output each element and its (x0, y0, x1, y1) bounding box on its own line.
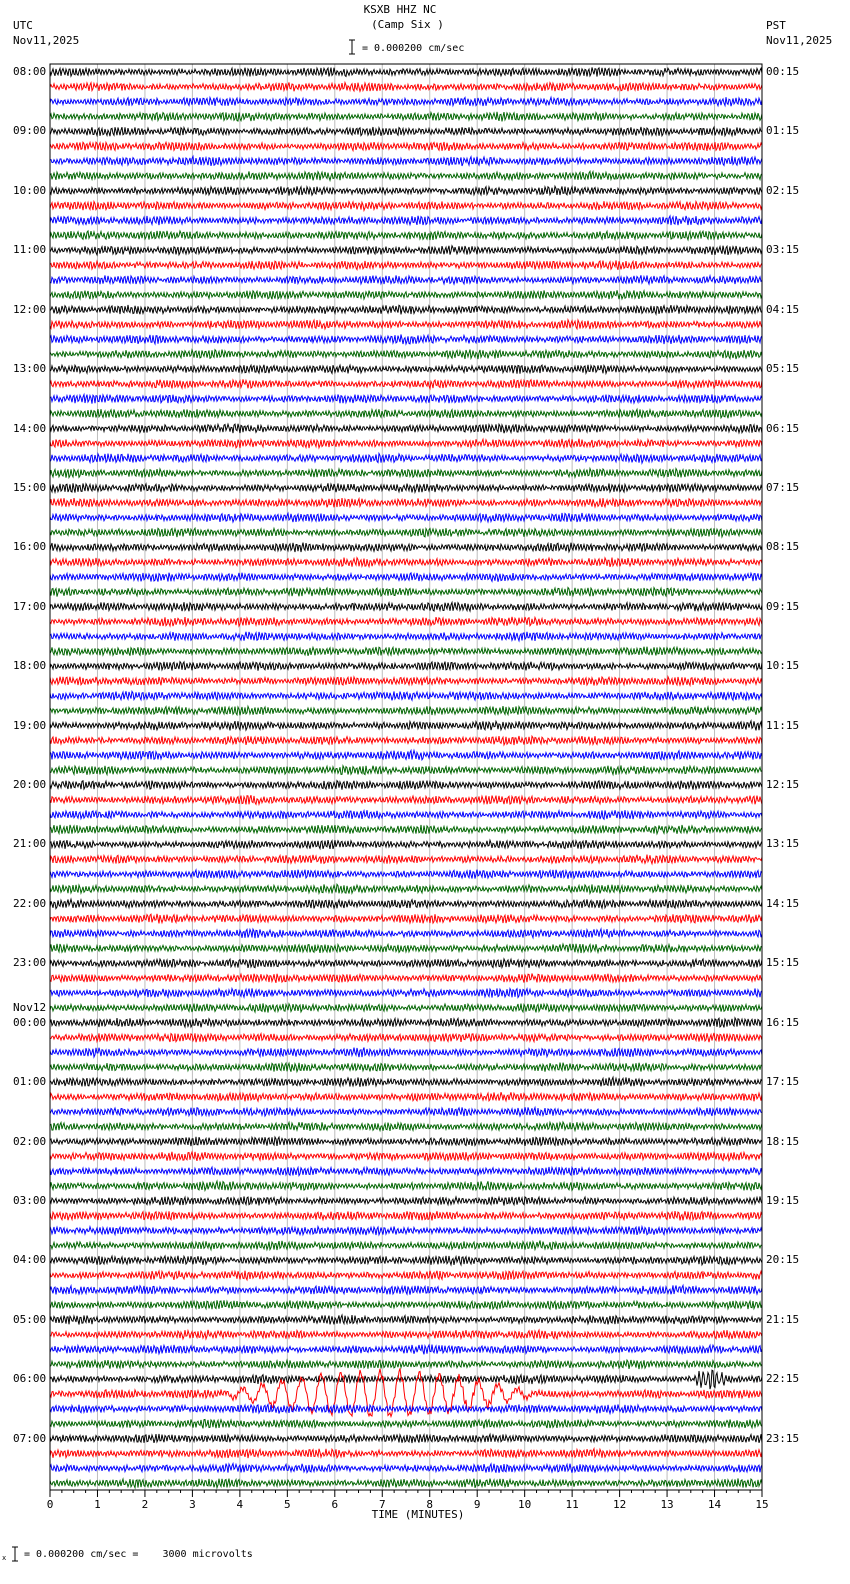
left-hour-label: 19:00 (13, 718, 47, 732)
x-tick-label: 12 (612, 1498, 627, 1511)
right-hour-label: 01:15 (766, 124, 800, 138)
left-hour-label: 22:00 (13, 896, 47, 910)
left-hour-label: 23:00 (13, 956, 47, 970)
right-hour-label: 09:15 (766, 599, 800, 613)
trace-row (50, 914, 762, 924)
x-tick-label: 2 (141, 1498, 149, 1511)
left-hour-label: 04:00 (13, 1253, 47, 1267)
right-hour-label: 13:15 (766, 837, 800, 851)
left-hour-label: 15:00 (13, 480, 47, 494)
trace-row (50, 691, 762, 700)
right-hour-label: 18:15 (766, 1134, 800, 1148)
trace-row (50, 513, 762, 522)
left-hour-label: 03:00 (13, 1193, 47, 1207)
trace-row (50, 1048, 762, 1058)
trace-row (50, 929, 762, 938)
x-axis-label: TIME (MINUTES) (371, 1508, 465, 1521)
trace-row (50, 216, 762, 225)
trace-row (50, 1330, 762, 1339)
svg-text:x: x (2, 1554, 7, 1562)
x-tick-label: 14 (707, 1498, 722, 1511)
trace-row (50, 186, 762, 195)
trace-row (50, 810, 762, 819)
trace-row (50, 82, 762, 91)
left-hour-label: 09:00 (13, 124, 47, 138)
trace-row (50, 275, 762, 284)
trace-row (50, 67, 762, 76)
trace-row (50, 662, 762, 671)
trace-row (50, 1181, 762, 1190)
trace-row (50, 1077, 762, 1087)
x-tick-label: 5 (284, 1498, 291, 1511)
x-tick-label: 0 (46, 1498, 54, 1511)
right-hour-label: 17:15 (766, 1075, 800, 1089)
trace-row (50, 439, 762, 448)
trace-row (50, 870, 762, 879)
right-hour-label: 11:15 (766, 718, 800, 732)
right-hour-label: 05:15 (766, 362, 800, 376)
trace-row (50, 721, 762, 730)
x-tick-label: 15 (755, 1498, 769, 1511)
trace-row (50, 855, 762, 864)
footer-scale-note: = 0.000200 cm/sec = 3000 microvolts (24, 1549, 253, 1560)
trace-row (50, 1345, 762, 1355)
trace-row (50, 632, 762, 641)
trace-row (50, 1479, 762, 1488)
trace-row (50, 1285, 762, 1294)
trace-row (50, 127, 762, 136)
right-timezone: PST (766, 19, 786, 32)
trace-row (50, 379, 762, 388)
trace-row (50, 424, 762, 433)
trace-row (50, 246, 762, 255)
trace-row (50, 1137, 762, 1146)
x-tick-label: 3 (189, 1498, 196, 1511)
trace-row (50, 1419, 762, 1428)
left-hour-label: 11:00 (13, 243, 47, 257)
right-hour-label: 23:15 (766, 1431, 800, 1445)
trace-row (50, 394, 762, 403)
trace-row (50, 1241, 762, 1251)
trace-row (50, 899, 762, 908)
trace-row (50, 142, 762, 151)
left-hour-label: 14:00 (13, 421, 47, 435)
right-hour-label: 07:15 (766, 480, 800, 494)
trace-row (50, 1122, 762, 1131)
left-hour-label: 16:00 (13, 540, 47, 554)
trace-row (50, 617, 762, 626)
trace-row (50, 350, 762, 360)
left-hour-label: 01:00 (13, 1075, 47, 1089)
trace-row (50, 1063, 762, 1072)
left-date: Nov11,2025 (13, 34, 80, 47)
right-hour-label: 20:15 (766, 1253, 800, 1267)
right-hour-label: 10:15 (766, 659, 800, 673)
trace-row (50, 573, 762, 582)
trace-row (50, 320, 762, 329)
x-tick-label: 9 (473, 1498, 481, 1511)
right-hour-label: 16:15 (766, 1015, 800, 1029)
trace-row (50, 1226, 762, 1235)
trace-row (50, 409, 762, 418)
trace-row (50, 1315, 762, 1324)
left-hour-label: 00:00 (13, 1015, 47, 1029)
left-date-change-label: Nov12 (13, 1000, 47, 1014)
trace-row (50, 944, 762, 953)
left-hour-label: 18:00 (13, 659, 47, 673)
x-tick-label: 7 (378, 1498, 386, 1511)
trace-row (50, 1300, 762, 1309)
trace-row (50, 588, 762, 597)
trace-row (50, 1256, 762, 1265)
trace-row (50, 1033, 762, 1042)
x-tick-label: 6 (331, 1498, 339, 1511)
right-hour-label: 19:15 (766, 1193, 800, 1207)
trace-row (50, 1092, 762, 1101)
trace-row (50, 171, 762, 180)
left-hour-label: 12:00 (13, 302, 47, 316)
right-hour-label: 15:15 (766, 956, 800, 970)
trace-row (50, 884, 762, 893)
right-hour-label: 04:15 (766, 302, 800, 316)
trace-row (50, 959, 762, 968)
trace-row (50, 112, 762, 122)
right-hour-label: 08:15 (766, 540, 800, 554)
trace-row (50, 1167, 762, 1176)
trace-row (50, 1405, 762, 1414)
left-hour-label: 10:00 (13, 183, 47, 197)
left-hour-label: 05:00 (13, 1312, 47, 1326)
right-hour-label: 14:15 (766, 896, 800, 910)
trace-row (50, 795, 762, 804)
trace-row (50, 988, 762, 997)
x-tick-label: 10 (518, 1498, 532, 1511)
trace-row (50, 97, 762, 106)
x-tick-label: 1 (94, 1498, 101, 1511)
trace-row (50, 454, 762, 464)
station-title: KSXB HHZ NC (363, 3, 437, 16)
trace-row (50, 290, 762, 299)
trace-row (50, 1152, 762, 1161)
left-hour-label: 20:00 (13, 778, 47, 791)
trace-row (50, 543, 762, 552)
right-hour-label: 02:15 (766, 183, 800, 197)
x-tick-label: 4 (236, 1498, 244, 1511)
trace-row (50, 365, 762, 374)
trace-row (50, 974, 762, 983)
left-hour-label: 13:00 (13, 362, 47, 376)
header-scale-bar-icon (349, 40, 355, 54)
amplitude-scale-label: = 0.000200 cm/sec (362, 43, 465, 54)
right-hour-label: 03:15 (766, 243, 800, 257)
x-tick-label: 13 (660, 1498, 674, 1511)
right-hour-label: 06:15 (766, 421, 800, 435)
left-hour-label: 08:00 (13, 65, 47, 78)
trace-row (50, 1003, 762, 1012)
trace-row (50, 261, 762, 270)
site-name: (Camp Six ) (371, 18, 444, 31)
right-hour-label: 22:15 (766, 1372, 800, 1386)
trace-row (50, 1018, 762, 1028)
trace-row (50, 156, 762, 166)
trace-row (50, 231, 762, 240)
trace-row (50, 305, 762, 314)
trace-row (50, 528, 762, 537)
trace-row (50, 201, 762, 210)
trace-row (50, 602, 762, 611)
seismic-traces (50, 67, 762, 1487)
footer-scale-bar-icon (2, 1547, 18, 1562)
trace-row (50, 1211, 762, 1220)
right-hour-label: 12:15 (766, 778, 800, 791)
x-tick-label: 11 (565, 1498, 579, 1511)
trace-row (50, 766, 762, 775)
trace-row (50, 840, 762, 849)
trace-row (50, 781, 762, 790)
right-hour-label: 21:15 (766, 1312, 800, 1326)
trace-row (50, 736, 762, 745)
right-date: Nov11,2025 (766, 34, 833, 47)
trace-row (50, 1360, 762, 1369)
trace-row (50, 1464, 762, 1473)
trace-row (50, 483, 762, 492)
trace-row (50, 1197, 762, 1206)
trace-row (50, 706, 762, 715)
trace-row (50, 677, 762, 686)
x-tick-label: 8 (426, 1498, 434, 1511)
trace-row (50, 751, 762, 760)
left-hour-label: 02:00 (13, 1134, 47, 1148)
left-hour-label: 21:00 (13, 837, 47, 851)
trace-row (50, 1449, 762, 1458)
trace-row (50, 469, 762, 478)
trace-row (50, 335, 762, 345)
trace-row (50, 558, 762, 567)
trace-row (50, 1434, 762, 1443)
left-hour-label: 06:00 (13, 1372, 47, 1386)
left-hour-label: 17:00 (13, 599, 47, 613)
left-timezone: UTC (13, 19, 33, 32)
left-hour-label: 07:00 (13, 1431, 47, 1445)
trace-row (50, 498, 762, 507)
right-hour-label: 00:15 (766, 65, 800, 78)
trace-row (50, 647, 762, 656)
trace-row (50, 825, 762, 834)
trace-row (50, 1370, 762, 1389)
trace-row (50, 1107, 762, 1116)
trace-row (50, 1271, 762, 1280)
